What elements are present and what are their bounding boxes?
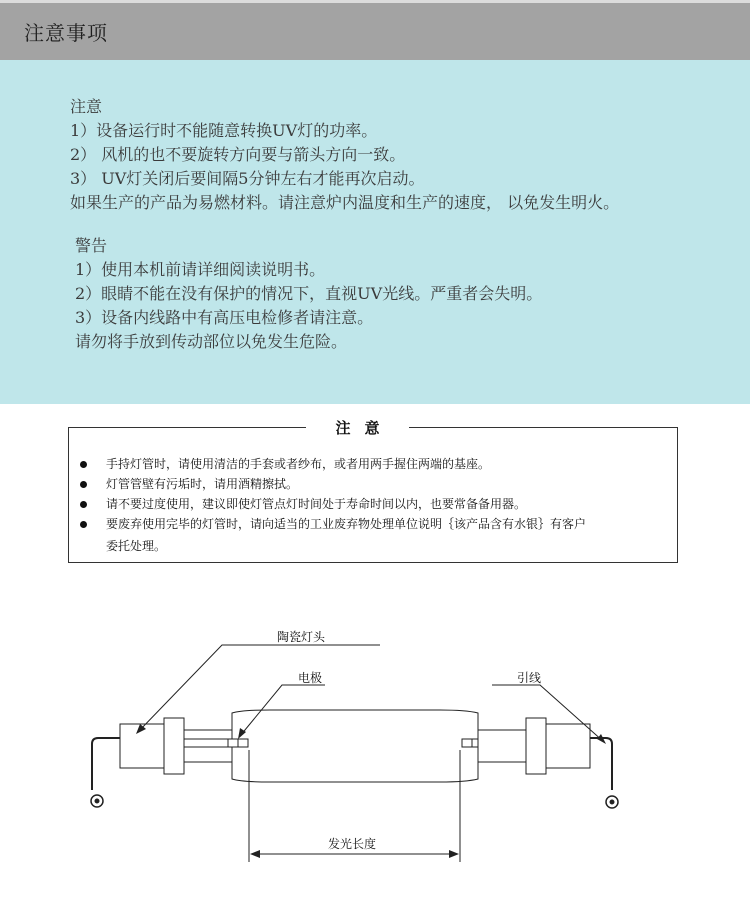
right-ceramic-cap [546, 724, 590, 768]
bullet-dot [80, 481, 87, 488]
right-lead-wire [590, 738, 612, 790]
warning-item-3: 3）设备内线路中有高压电检修者请注意。 [75, 308, 374, 327]
attention-item-4-cont: 委托处理。 [106, 539, 167, 553]
right-neck [478, 730, 526, 762]
light-length-label: 发光长度 [328, 837, 377, 851]
electrode-label: 电极 [298, 671, 323, 685]
warning-item-2: 2）眼睛不能在没有保护的情况下，直视UV光线。严重者会失明。 [75, 284, 543, 303]
caution-heading: 注意 [70, 97, 103, 116]
warning-heading: 警告 [75, 236, 108, 255]
attention-box-title: 注意 [306, 417, 409, 439]
right-cap-collar [526, 718, 546, 774]
caution-item-3: 3） UV灯关闭后要间隔5分钟左右才能再次启动。 [70, 169, 425, 188]
caution-item-4: 如果生产的产品为易燃材料。请注意炉内温度和生产的速度， 以免发生明火。 [70, 193, 620, 212]
attention-item-3: 请不要过度使用，建议即使灯管点灯时间处于寿命时间以内，也要常备备用器。 [106, 497, 527, 511]
dimension-arrow-left [250, 850, 260, 858]
lamp-tube [232, 710, 478, 782]
bullet-dot [80, 461, 87, 468]
dimension-arrow-right [449, 850, 459, 858]
ceramic-cap-label: 陶瓷灯头 [277, 630, 326, 644]
section-header [0, 0, 750, 60]
notice-panel [0, 60, 750, 404]
attention-item-2: 灯管管壁有污垢时，请用酒精擦拭。 [106, 477, 299, 491]
caution-item-1: 1）设备运行时不能随意转换UV灯的功率。 [70, 121, 378, 140]
left-cap-collar [164, 718, 184, 774]
attention-item-4: 要废弃使用完毕的灯管时，请向适当的工业废弃物处理单位说明｛该产品含有水银｝有客户 [106, 517, 587, 531]
caution-item-2: 2） 风机的也不要旋转方向要与箭头方向一致。 [70, 145, 406, 164]
header-title: 注意事项 [24, 21, 108, 45]
warning-item-4: 请勿将手放到传动部位以免发生危险。 [75, 332, 348, 351]
left-lead-wire [92, 738, 120, 790]
bullet-dot [80, 501, 87, 508]
lead-wire-label: 引线 [517, 671, 542, 685]
warning-item-1: 1）使用本机前请详细阅读说明书。 [75, 260, 326, 279]
attention-item-1: 手持灯管时，请使用清洁的手套或者纱布，或者用两手握住两端的基座。 [106, 457, 491, 471]
uv-lamp-diagram [0, 600, 750, 906]
bullet-dot [80, 521, 87, 528]
